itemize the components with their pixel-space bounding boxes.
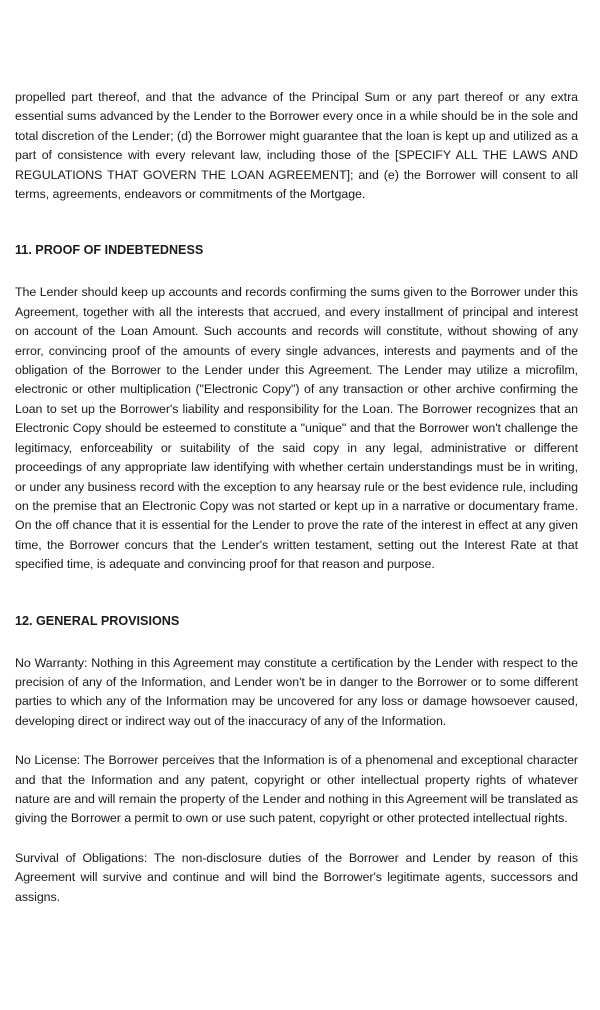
intro-paragraph: propelled part thereof, and that the advance of the Principal Sum or any part thereof or any extra essential sums advanced by the Lender to the Borrower every once in a while should be in the sole and total discretion of the Lender; (d) the Borrower might guarantee that the loan is kept up and utilized as a part of consistence with every relevant law, including those of the [SPECIFY ALL THE LAWS AND REGULATIONS THAT GOVERN THE LOAN AGREEMENT]; and (e) the Borrower will consent to all terms, agreements, endeavors or commitments of the Mortgage. — [15, 90, 578, 202]
spacer — [15, 575, 578, 612]
survival-of-obligations-paragraph: Survival of Obligations: The non-disclosure duties of the Borrower and Lender by reason of this Agreement will survive and continue and will bind the Borrower's legitimate agents, successors and assigns. — [15, 850, 578, 904]
spacer — [15, 829, 578, 849]
spacer — [15, 731, 578, 751]
no-license-paragraph: No License: The Borrower perceives that the Information is of a phenomenal and exceptional character and that the Information and any patent, copyright or other intellectual property rights of whatever nature are and will remain the property of the Lender and nothing in this Agreement will be translated as giving the Borrower a permit to own or use such patent, copyright or other protected intellectual rights. — [15, 753, 578, 826]
spacer — [15, 260, 578, 283]
spacer — [15, 204, 578, 241]
no-warranty-paragraph: No Warranty: Nothing in this Agreement may constitute a certification by the Lender with respect to the precision of any of the Information, and Lender won't be in danger to the Borrower or to some different parties to which any of the Information may be uncovered for any loss or damage howsoever caused, developing direct or indirect way out of the inaccuracy of any of the Information. — [15, 655, 578, 728]
spacer — [15, 631, 578, 654]
document-page — [15, 88, 578, 907]
section-11-paragraph: The Lender should keep up accounts and records confirming the sums given to the Borrower under this Agreement, together with all the interests that accrued, and every installment of principal and interest on account of the Loan Amount. Such accounts and records will constitute, without showing of any error, convincing proof of the amounts of every single advances, interests and payments and of the obligation of the Borrower to the Lender under this Agreement. The Lender may utilize a microfilm, electronic or other multiplication ("Electronic Copy") of any transaction or other archive confirming the Loan to set up the Borrower's liability and responsibility for the Loan. The Borrower recognizes that an Electronic Copy should be esteemed to constitute a "unique" and that the Borrower won't challenge the legitimacy, enforceability or suitability of the said copy in any legal, administrative or different proceedings of any appropriate law identifying with whether certain understandings must be in writing, or under any business record with the exception to any hearsay rule or the best evidence rule, including on the premise that an Electronic Copy was not started or kept up in a narrative or documentary frame. On the off chance that it is essential for the Lender to prove the rate of the interest in effect at any given time, the Borrower concurs that the Lender's written testament, setting out the Interest Rate at that specified time, is adequate and convincing proof for that reason and purpose. — [15, 285, 578, 572]
section-12-heading: 12. GENERAL PROVISIONS — [15, 613, 180, 628]
section-11-heading: 11. PROOF OF INDEBTEDNESS — [15, 243, 204, 258]
